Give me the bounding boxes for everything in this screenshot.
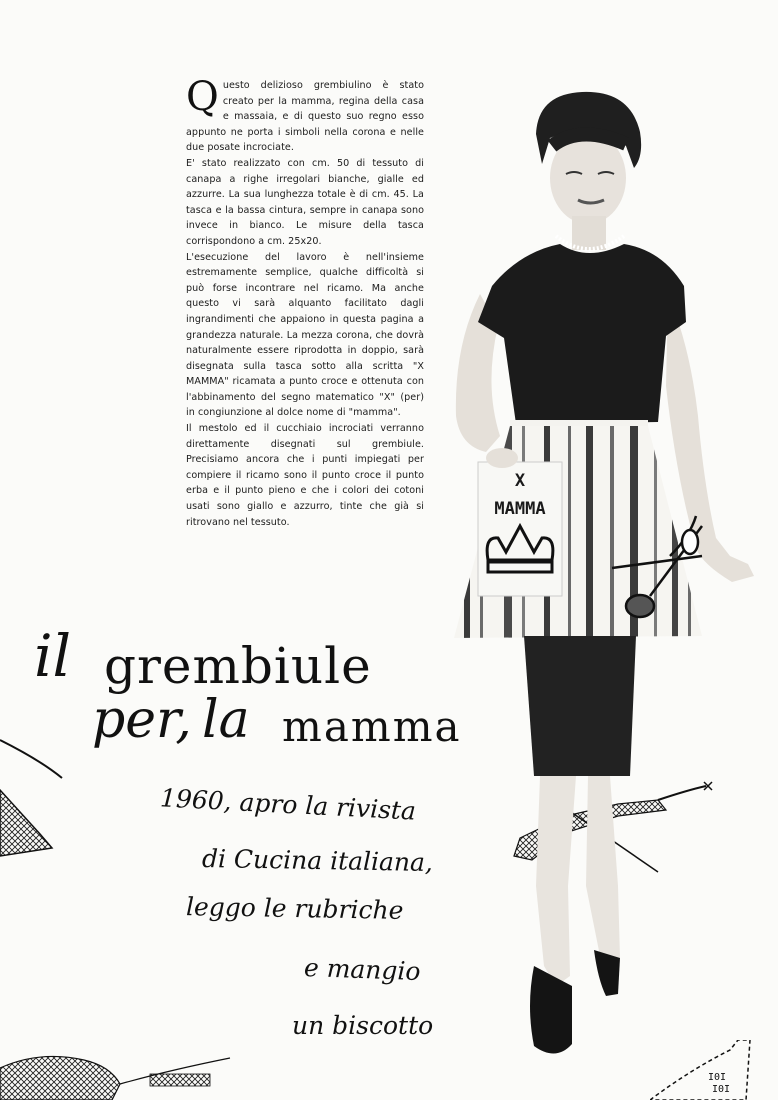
apron-pocket-mamma-label: MAMMA <box>494 499 546 519</box>
article-paragraph-4: Il mestolo ed il cucchiaio incrociati verranno direttamente disegnati sul grembiule. Precisiamo ancora che i punti impiegati per compiere il ricamo sono il punto croce il punto erba e il punto pieno e che i colori dei cotoni usati sono giallo e azzurro, tinte che già si ritrovano nel tessuto. <box>186 423 424 528</box>
handwritten-line-3: leggo le rubriche <box>185 892 404 925</box>
article-paragraph-3: L'esecuzione del lavoro è nell'insieme estremamente semplice, qualche difficoltà si può forse incontrare nel ricamo. Ma anche questo vi sarà alquanto facilitato dagli ingrandimenti che appaiono in questa pagina a grandezza naturale. La mezza corona, che dovrà naturalmente essere riprodotta in doppio, sarà disegnata sulla tasca sotto alla scritta "X MAMMA" ricamata a punto croce e ottenuta con l'abbinamento del segno matematico "X" (per) in congiunzione al dolce nome di "mamma". <box>186 251 424 419</box>
handwritten-line-4: e mangio <box>303 952 421 987</box>
title-word-la: la <box>202 690 250 750</box>
embroidery-spoon-left-decoration <box>0 730 70 870</box>
apron-pocket-x-label: X <box>514 471 526 491</box>
handwritten-line-2: di Cucina italiana, <box>201 843 434 878</box>
article-dropcap: Q <box>186 74 219 120</box>
woman-in-apron-photo <box>440 86 770 1066</box>
title-word-per: per, <box>92 690 192 750</box>
title-word-grembiule: grembiule <box>104 637 372 695</box>
handwritten-line-5: un biscotto <box>292 1011 434 1040</box>
svg-text:I0I: I0I <box>708 1072 727 1083</box>
article-paragraph-2: E' stato realizzato con cm. 50 di tessuto di canapa a righe irregolari bianche, gialle ed azzurre. La sua lunghezza totale è di cm. 45. La tasca e la bassa cintura, sempre in canapa sono invece in bianco. Le misure della tasca corrispondono a cm. 25x20. <box>186 157 424 247</box>
handwritten-line-1: 1960, apro la rivista <box>159 783 417 826</box>
svg-text:I0I: I0I <box>712 1084 731 1095</box>
embroidery-bottom-left-decoration <box>0 1040 240 1100</box>
title-word-il: il <box>34 622 72 690</box>
article-paragraph-1: uesto delizioso grembiulino è stato creato per la mamma, regina della casa e massaia, e di questo suo regno esso appunto ne porta i simboli nella corona e nelle due posate incrociate. <box>186 80 424 154</box>
title-word-mamma: mamma <box>282 702 462 751</box>
article-body <box>186 74 424 530</box>
